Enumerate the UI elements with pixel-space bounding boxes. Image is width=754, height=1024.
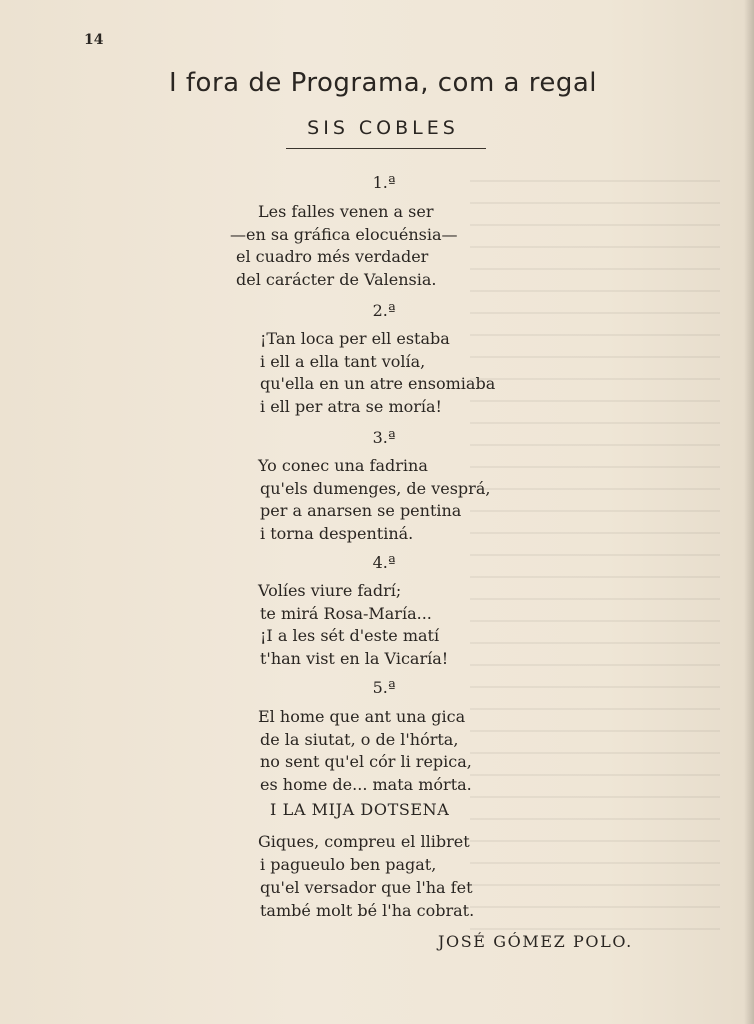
- closing-stanza: [230, 830, 474, 922]
- verse-line: qu'ella en un atre ensomiaba: [260, 374, 496, 393]
- stanza-number-2: 2.ª: [372, 301, 396, 320]
- verse-line: i torna despentiná.: [260, 523, 414, 543]
- closing-heading: I LA MIJA DOTSENA: [270, 800, 450, 819]
- verse-line: qu'els dumenges, de vesprá,: [260, 478, 491, 498]
- show-through-texture: [470, 180, 720, 940]
- stanza-number-4: 4.ª: [372, 553, 396, 572]
- stanza-number-1: 1.ª: [372, 173, 396, 192]
- stanza-2: [230, 328, 530, 418]
- stanza-5: [230, 706, 530, 796]
- verse-line: El home que ant una gica: [258, 707, 466, 726]
- stanza-1: [230, 201, 530, 291]
- verse-line: també molt bé l'ha cobrat.: [260, 901, 475, 920]
- page-title: I fora de Programa, com a regal: [168, 68, 598, 98]
- page-edge-shadow: [744, 0, 754, 1024]
- verse-line: te mirá Rosa-María...: [260, 603, 432, 623]
- verse-line: i ell per atra se moría!: [260, 396, 442, 416]
- verse-line: ¡Tan loca per ell estaba: [260, 329, 450, 348]
- verse-line: del carácter de Valensia.: [236, 269, 437, 289]
- verse-line: Giques, compreu el llibret: [258, 832, 470, 851]
- page-subtitle: SIS COBLES: [307, 117, 459, 139]
- verse-line: qu'el versador que l'ha fet: [260, 878, 473, 897]
- verse-line: i pagueulo ben pagat,: [260, 855, 437, 874]
- verse-line: t'han vist en la Vicaría!: [260, 648, 449, 668]
- stanza-number-3: 3.ª: [372, 428, 396, 447]
- stanza-4: [230, 580, 530, 670]
- stanza-number-5: 5.ª: [372, 678, 396, 697]
- verse-line: ¡I a les sét d'este matí: [260, 626, 440, 645]
- verse-line: i ell a ella tant volía,: [260, 351, 426, 371]
- page-number: 14: [84, 32, 104, 48]
- verse-line: per a anarsen se pentina: [260, 501, 462, 520]
- verse-line: es home de... mata mórta.: [260, 774, 472, 794]
- verse-line: el cuadro més verdader: [236, 247, 429, 266]
- stanza-3: [230, 455, 530, 545]
- verse-line: de la siutat, o de l'hórta,: [260, 729, 459, 749]
- verse-line: Les falles venen a ser: [258, 202, 434, 221]
- verse-line: —en sa gráfica elocuénsia—: [230, 224, 458, 244]
- author-signature: JOSÉ GÓMEZ POLO.: [438, 932, 633, 951]
- title-divider: [286, 148, 486, 149]
- verse-line: Yo conec una fadrina: [258, 456, 428, 475]
- verse-line: Volíes viure fadrí;: [258, 581, 402, 600]
- verse-line: no sent qu'el cór li repica,: [260, 752, 472, 771]
